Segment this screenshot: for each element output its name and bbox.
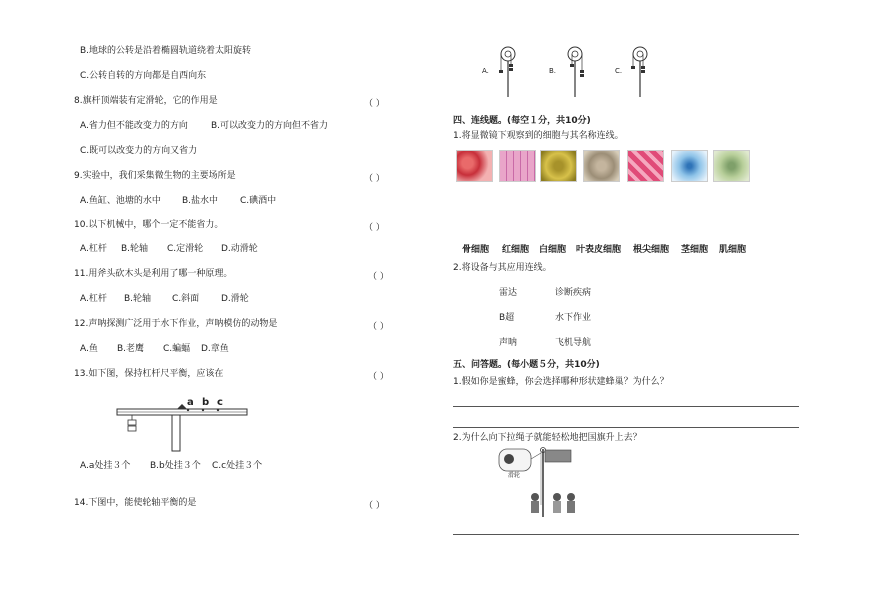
wheel-axle-figure-c — [620, 42, 660, 102]
q12-stem: 12.声呐探测广泛用于水下作业，声呐模仿的动物是 — [74, 319, 278, 329]
lever-label-b: b — [202, 397, 210, 408]
pulley-caption: 滑轮 — [508, 472, 521, 479]
q13-stem: 13.如下图，保持杠杆尺平衡，应该在 — [74, 369, 224, 379]
q11-option-b: B.轮轴 — [124, 294, 152, 304]
lever-label-a: a — [187, 397, 194, 408]
q10-option-b: B.轮轴 — [121, 244, 149, 254]
lever-figure — [112, 394, 252, 454]
cell-image-3 — [540, 150, 577, 182]
q13-option-a: A.a处挂３个 — [80, 461, 131, 471]
q8-stem: 8.旗杆顶端装有定滑轮，它的作用是 — [74, 96, 218, 106]
q7-option-b: B.地球的公转是沿着椭圆轨道绕着太阳旋转 — [80, 46, 252, 56]
use-underwater: 水下作业 — [555, 313, 592, 323]
section4-q2: 2.将设备与其应用连线。 — [453, 263, 552, 273]
q8-option-c: C.既可以改变力的方向又省力 — [80, 146, 198, 156]
answer-line-2[interactable] — [453, 427, 799, 428]
q9-option-b: B.盐水中 — [182, 196, 219, 206]
cell-name-white-blood: 白细胞 — [539, 245, 567, 255]
q14-stem: 14.下图中，能使轮轴平衡的是 — [74, 498, 197, 508]
cell-image-2 — [499, 150, 536, 182]
device-b-ultrasound: B超 — [499, 313, 515, 323]
q9-answer-paren[interactable]: （ ） — [364, 174, 385, 184]
pulley-label-c: C. — [615, 67, 623, 75]
q14-answer-paren[interactable]: （ ） — [364, 501, 385, 511]
device-sonar: 声呐 — [499, 338, 518, 348]
cell-name-leaf-epidermis: 叶表皮细胞 — [576, 245, 622, 255]
cell-name-root-tip: 根尖细胞 — [633, 245, 670, 255]
q11-option-c: C.斜面 — [172, 294, 200, 304]
q9-option-c: C.碘酒中 — [240, 196, 277, 206]
section4-title: 四、连线题。(每空１分，共10分) — [453, 116, 591, 126]
cell-name-stem: 茎细胞 — [681, 245, 709, 255]
answer-line-3[interactable] — [453, 534, 799, 535]
q12-option-b: B.老鹰 — [117, 344, 145, 354]
pulley-label-a: A. — [482, 67, 489, 75]
cell-image-5 — [627, 150, 664, 182]
q10-stem: 10.以下机械中，哪个一定不能省力。 — [74, 220, 224, 230]
q11-stem: 11.用斧头砍木头是利用了哪一种原理。 — [74, 269, 233, 279]
q11-answer-paren[interactable]: （ ） — [368, 272, 389, 282]
use-diagnose: 诊断疾病 — [555, 288, 592, 298]
q9-stem: 9.实验中，我们采集微生物的主要场所是 — [74, 171, 236, 181]
wheel-axle-figure-a — [488, 42, 528, 102]
q12-option-d: D.章鱼 — [201, 344, 229, 354]
cell-image-6 — [671, 150, 708, 182]
cell-name-bone: 骨细胞 — [462, 245, 490, 255]
q13-option-c: C.c处挂３个 — [212, 461, 263, 471]
q8-option-b: B.可以改变力的方向但不省力 — [211, 121, 329, 131]
lever-label-c: c — [217, 397, 223, 408]
q9-option-a: A.鱼缸、池塘的水中 — [80, 196, 161, 206]
q8-answer-paren[interactable]: （ ） — [364, 99, 385, 109]
q13-option-b: B.b处挂３个 — [150, 461, 201, 471]
section4-q1: 1.将显微镜下观察到的细胞与其名称连线。 — [453, 131, 624, 141]
cell-image-4 — [583, 150, 620, 182]
cell-image-7 — [713, 150, 750, 182]
device-radar: 雷达 — [499, 288, 518, 298]
q11-option-a: A.杠杆 — [80, 294, 107, 304]
flagpole-illustration — [495, 445, 590, 525]
q12-option-c: C.蝙蝠 — [163, 344, 191, 354]
q12-option-a: A.鱼 — [80, 344, 98, 354]
cell-image-1 — [456, 150, 493, 182]
pulley-label-b: B. — [549, 67, 557, 75]
section5-q2: 2.为什么向下拉绳子就能轻松地把国旗升上去？ — [453, 433, 642, 443]
q10-option-a: A.杠杆 — [80, 244, 107, 254]
q10-option-d: D.动滑轮 — [221, 244, 258, 254]
q10-answer-paren[interactable]: （ ） — [364, 223, 385, 233]
q8-option-a: A.省力但不能改变力的方向 — [80, 121, 188, 131]
q10-option-c: C.定滑轮 — [167, 244, 204, 254]
use-navigation: 飞机导航 — [555, 338, 592, 348]
wheel-axle-figure-b — [555, 42, 595, 102]
cell-name-red-blood: 红细胞 — [502, 245, 530, 255]
q11-option-d: D.滑轮 — [221, 294, 249, 304]
q13-answer-paren[interactable]: （ ） — [368, 372, 389, 382]
q7-option-c: C.公转自转的方向都是自西向东 — [80, 71, 207, 81]
section5-q1: 1.假如你是蜜蜂，你会选择哪种形状建蜂巢？为什么？ — [453, 377, 669, 387]
q12-answer-paren[interactable]: （ ） — [368, 322, 389, 332]
section5-title: 五、问答题。(每小题５分，共10分) — [453, 360, 600, 370]
cell-name-muscle: 肌细胞 — [719, 245, 747, 255]
answer-line-1[interactable] — [453, 406, 799, 407]
